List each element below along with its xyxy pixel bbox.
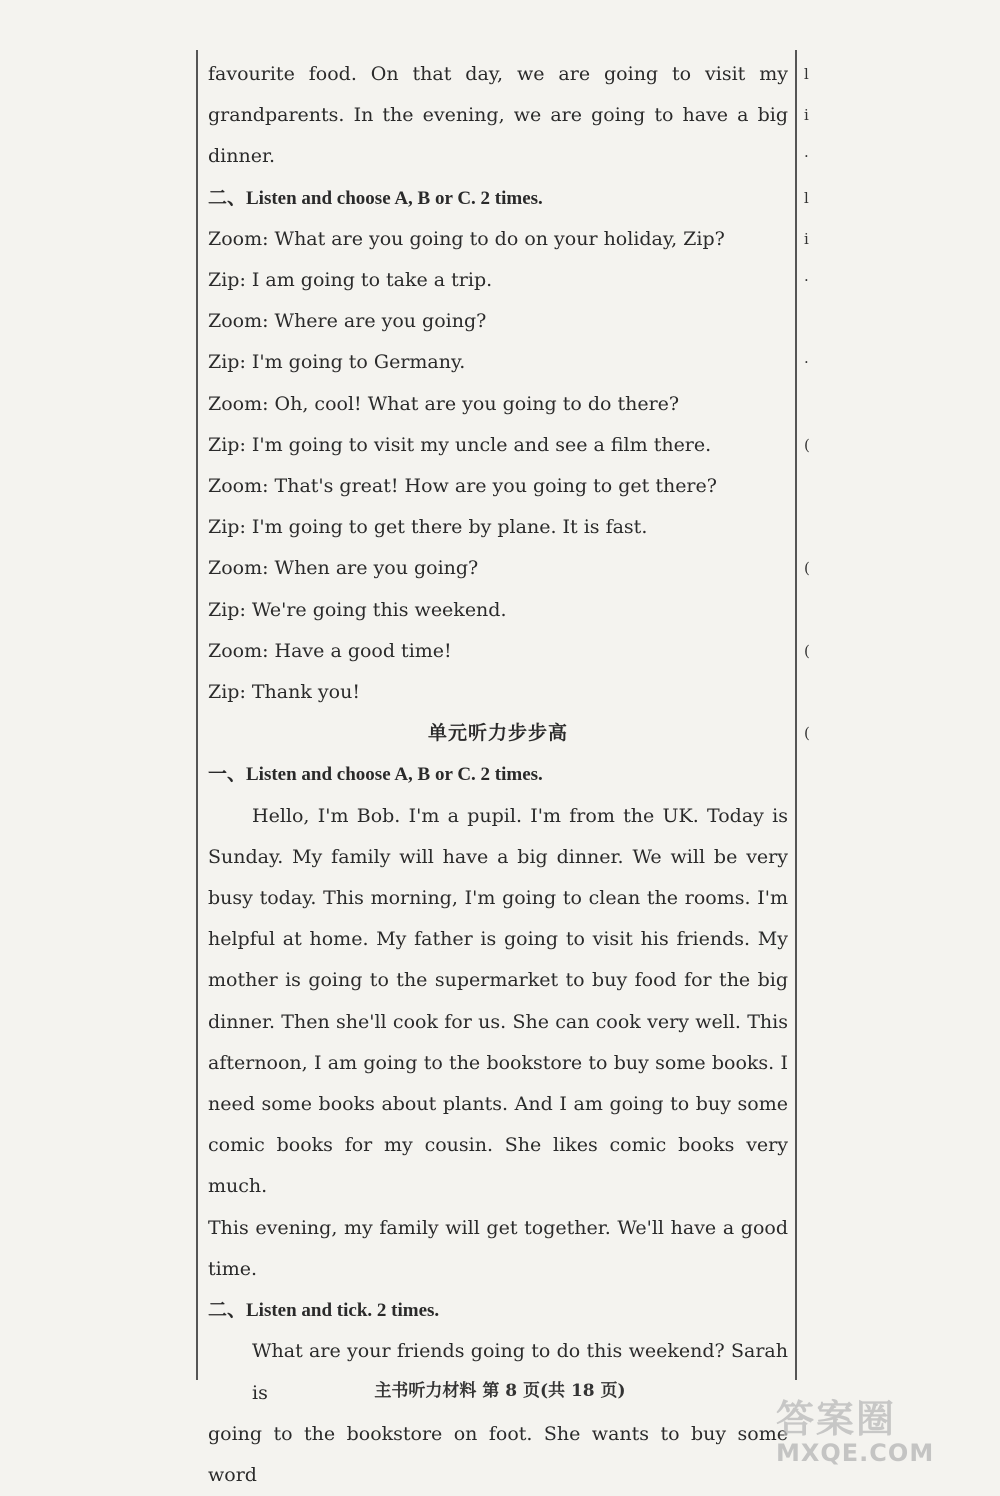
- edge-mark: [804, 507, 818, 548]
- edge-mark: (: [804, 724, 810, 742]
- watermark-url: MXQE.COM: [776, 1439, 935, 1467]
- watermark-logo: 答案圈: [776, 1397, 897, 1441]
- edge-mark: [804, 589, 818, 630]
- page-footer: 主书听力材料 第 8 页(共 18 页): [374, 1381, 626, 1401]
- dialogue: [208, 219, 788, 713]
- edge-mark: [804, 672, 818, 713]
- passage: [208, 796, 788, 1290]
- passage: [208, 1331, 788, 1496]
- dialogue-line: Zip: Thank you!: [208, 681, 360, 704]
- edge-mark: ·: [804, 353, 809, 372]
- text-line: comic books for my cousin. She likes comic books very much.: [208, 1134, 788, 1198]
- text-line: This evening, my family will get together. We'll have a good: [208, 1216, 788, 1239]
- cropped-edge-marks: [804, 54, 818, 754]
- section-heading: 二、Listen and choose A, B or C. 2 times.: [208, 187, 543, 209]
- dialogue-line: Zip: I'm going to get there by plane. It is fast.: [208, 516, 648, 539]
- edge-mark: (: [804, 559, 810, 578]
- left-column-rule: [196, 50, 198, 1380]
- section-heading: 二、Listen and tick. 2 times.: [208, 1300, 440, 1322]
- dialogue-line: Zoom: Oh, cool! What are you going to do there?: [208, 392, 680, 415]
- text-line: time.: [208, 1257, 258, 1280]
- edge-mark: [804, 384, 818, 425]
- text-line: busy today. This morning, I'm going to clean the rooms. I'm: [208, 887, 788, 910]
- text-line: need some books about plants. And I am going to buy some: [208, 1093, 788, 1116]
- edge-mark: i: [804, 229, 809, 248]
- text-line: favourite food. On that day, we are going to visit my: [208, 63, 788, 85]
- edge-mark: ·: [804, 147, 809, 166]
- text-line: dinner. Then she'll cook for us. She can cook very well. This: [208, 1010, 788, 1033]
- text-line: Sunday. My family will have a big dinner. We will be very: [208, 845, 788, 868]
- edge-mark: i: [804, 106, 809, 125]
- dialogue-line: Zip: I'm going to Germany.: [208, 351, 466, 374]
- edge-mark: ·: [804, 270, 809, 289]
- section-heading: 一、Listen and choose A, B or C. 2 times.: [208, 764, 543, 786]
- edge-mark: [804, 301, 818, 342]
- text-line: What are your friends going to do this weekend? Sarah is: [252, 1340, 788, 1404]
- dialogue-line: Zip: I'm going to visit my uncle and see a film there.: [208, 433, 712, 456]
- text-line: helpful at home. My father is going to visit his friends. My: [208, 928, 788, 951]
- dialogue-line: Zip: We're going this weekend.: [208, 598, 507, 621]
- dialogue-line: Zoom: When are you going?: [208, 557, 479, 580]
- text-line: mother is going to the supermarket to buy food for the big: [208, 969, 788, 992]
- dialogue-line: Zoom: Where are you going?: [208, 310, 487, 333]
- unit-title: 单元听力步步高: [427, 722, 568, 745]
- text-line: dinner.: [208, 145, 275, 168]
- edge-mark: (: [804, 641, 810, 660]
- dialogue-line: Zip: I am going to take a trip.: [208, 269, 493, 292]
- edge-mark: l: [804, 188, 809, 207]
- dialogue-line: Zoom: That's great! How are you going to get there?: [208, 475, 717, 498]
- edge-mark: [804, 466, 818, 507]
- main-text-column: [208, 54, 788, 1496]
- watermark: [776, 1388, 986, 1468]
- text-line: grandparents. In the evening, we are going to have a big: [208, 104, 788, 127]
- edge-mark: (: [804, 435, 810, 454]
- right-column-rule: [795, 50, 797, 1380]
- edge-mark: l: [804, 65, 809, 83]
- text-line: Hello, I'm Bob. I'm a pupil. I'm from the UK. Today is: [252, 804, 788, 827]
- dialogue-line: Zoom: What are you going to do on your holiday, Zip?: [208, 227, 725, 250]
- dialogue-line: Zoom: Have a good time!: [208, 639, 452, 662]
- text-line: going to the bookstore on foot. She wants to buy some word: [208, 1422, 788, 1486]
- text-line: afternoon, I am going to the bookstore to buy some books. I: [208, 1051, 788, 1074]
